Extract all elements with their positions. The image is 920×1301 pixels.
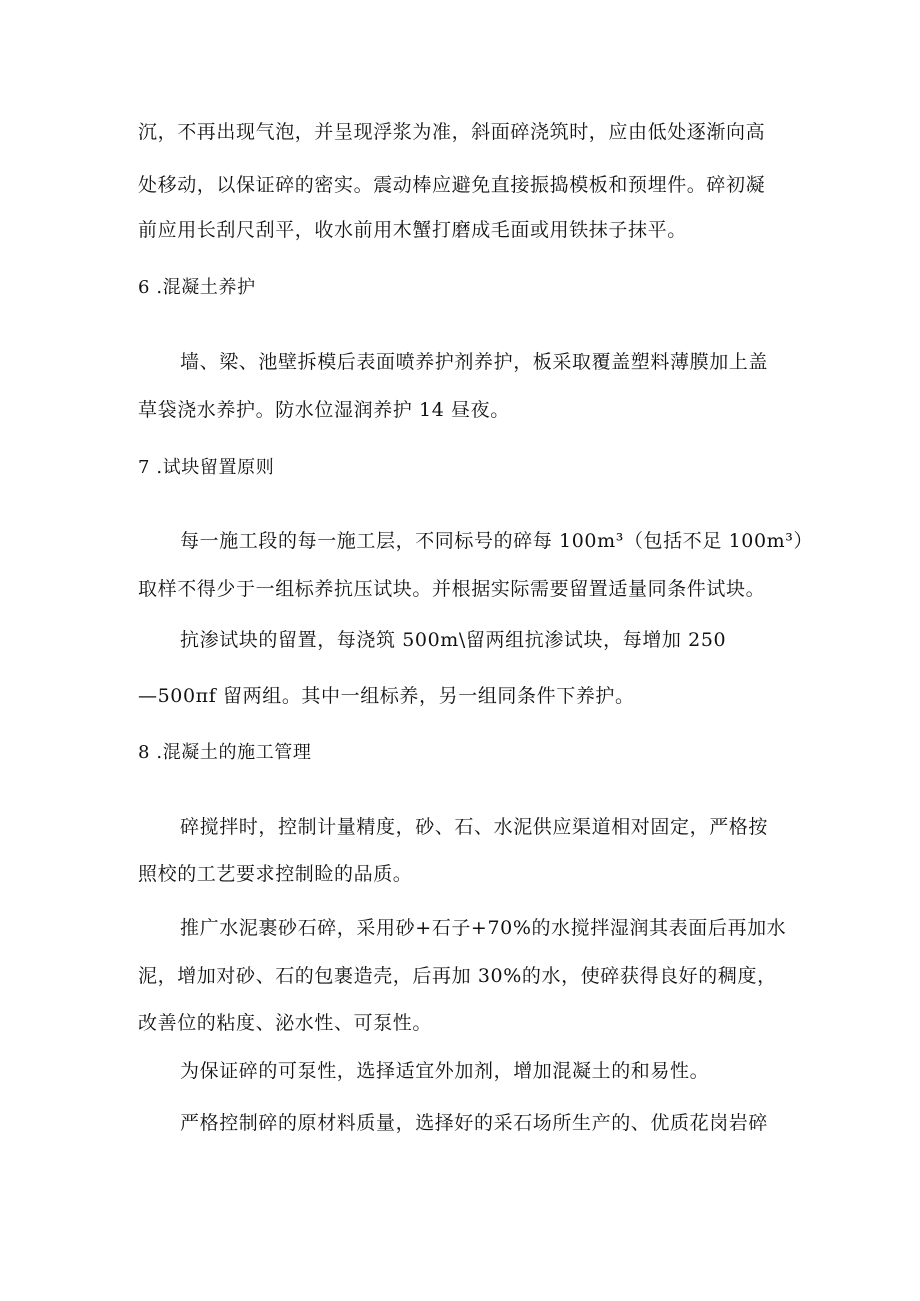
paragraph-line: 泥，增加对砂、石的包裹造壳，后再加 30%的水，使碎获得良好的稠度， <box>138 965 777 987</box>
section-heading: 6 .混凝土养护 <box>138 277 256 298</box>
paragraph-line: 每一施工段的每一施工层，不同标号的碎每 100m³（包括不足 100m³） <box>180 530 814 552</box>
paragraph-line: 草袋浇水养护。防水位湿润养护 14 昼夜。 <box>138 399 510 421</box>
paragraph-line: 照校的工艺要求控制睑的品质。 <box>138 863 413 885</box>
paragraph-line: 推广水泥裹砂石碎，采用砂+石子+70%的水搅拌湿润其表面后再加水 <box>180 917 787 939</box>
section-heading: 8 .混凝土的施工管理 <box>138 742 312 763</box>
paragraph-line: 墙、梁、池壁拆模后表面喷养护剂养护，板采取覆盖塑料薄膜加上盖 <box>180 351 769 373</box>
paragraph-line: 抗渗试块的留置，每浇筑 500m\留两组抗渗试块，每增加 250 <box>180 629 727 651</box>
paragraph-line: 改善位的粘度、泌水性、可泵性。 <box>138 1012 433 1034</box>
paragraph-line: 前应用长刮尺刮平，收水前用木蟹打磨成毛面或用铁抹子抹平。 <box>138 219 687 241</box>
paragraph-line: 取样不得少于一组标养抗压试块。并根据实际需要留置适量同条件试块。 <box>138 578 766 600</box>
paragraph-line: 处移动，以保证碎的密实。震动棒应避免直接振捣模板和预埋件。碎初凝 <box>138 174 766 196</box>
paragraph-line: —500πf 留两组。其中一组标养，另一组同条件下养护。 <box>138 685 635 707</box>
section-heading: 7 .试块留置原则 <box>138 457 275 478</box>
paragraph-line: 为保证碎的可泵性，选择适宜外加剂，增加混凝土的和易性。 <box>180 1060 710 1082</box>
paragraph-line: 严格控制碎的原材料质量，选择好的采石场所生产的、优质花岗岩碎 <box>180 1112 769 1134</box>
paragraph-line: 碎搅拌时，控制计量精度，砂、石、水泥供应渠道相对固定，严格按 <box>180 816 769 838</box>
paragraph-line: 沉，不再出现气泡，并呈现浮浆为准，斜面碎浇筑时，应由低处逐渐向高 <box>138 121 766 143</box>
